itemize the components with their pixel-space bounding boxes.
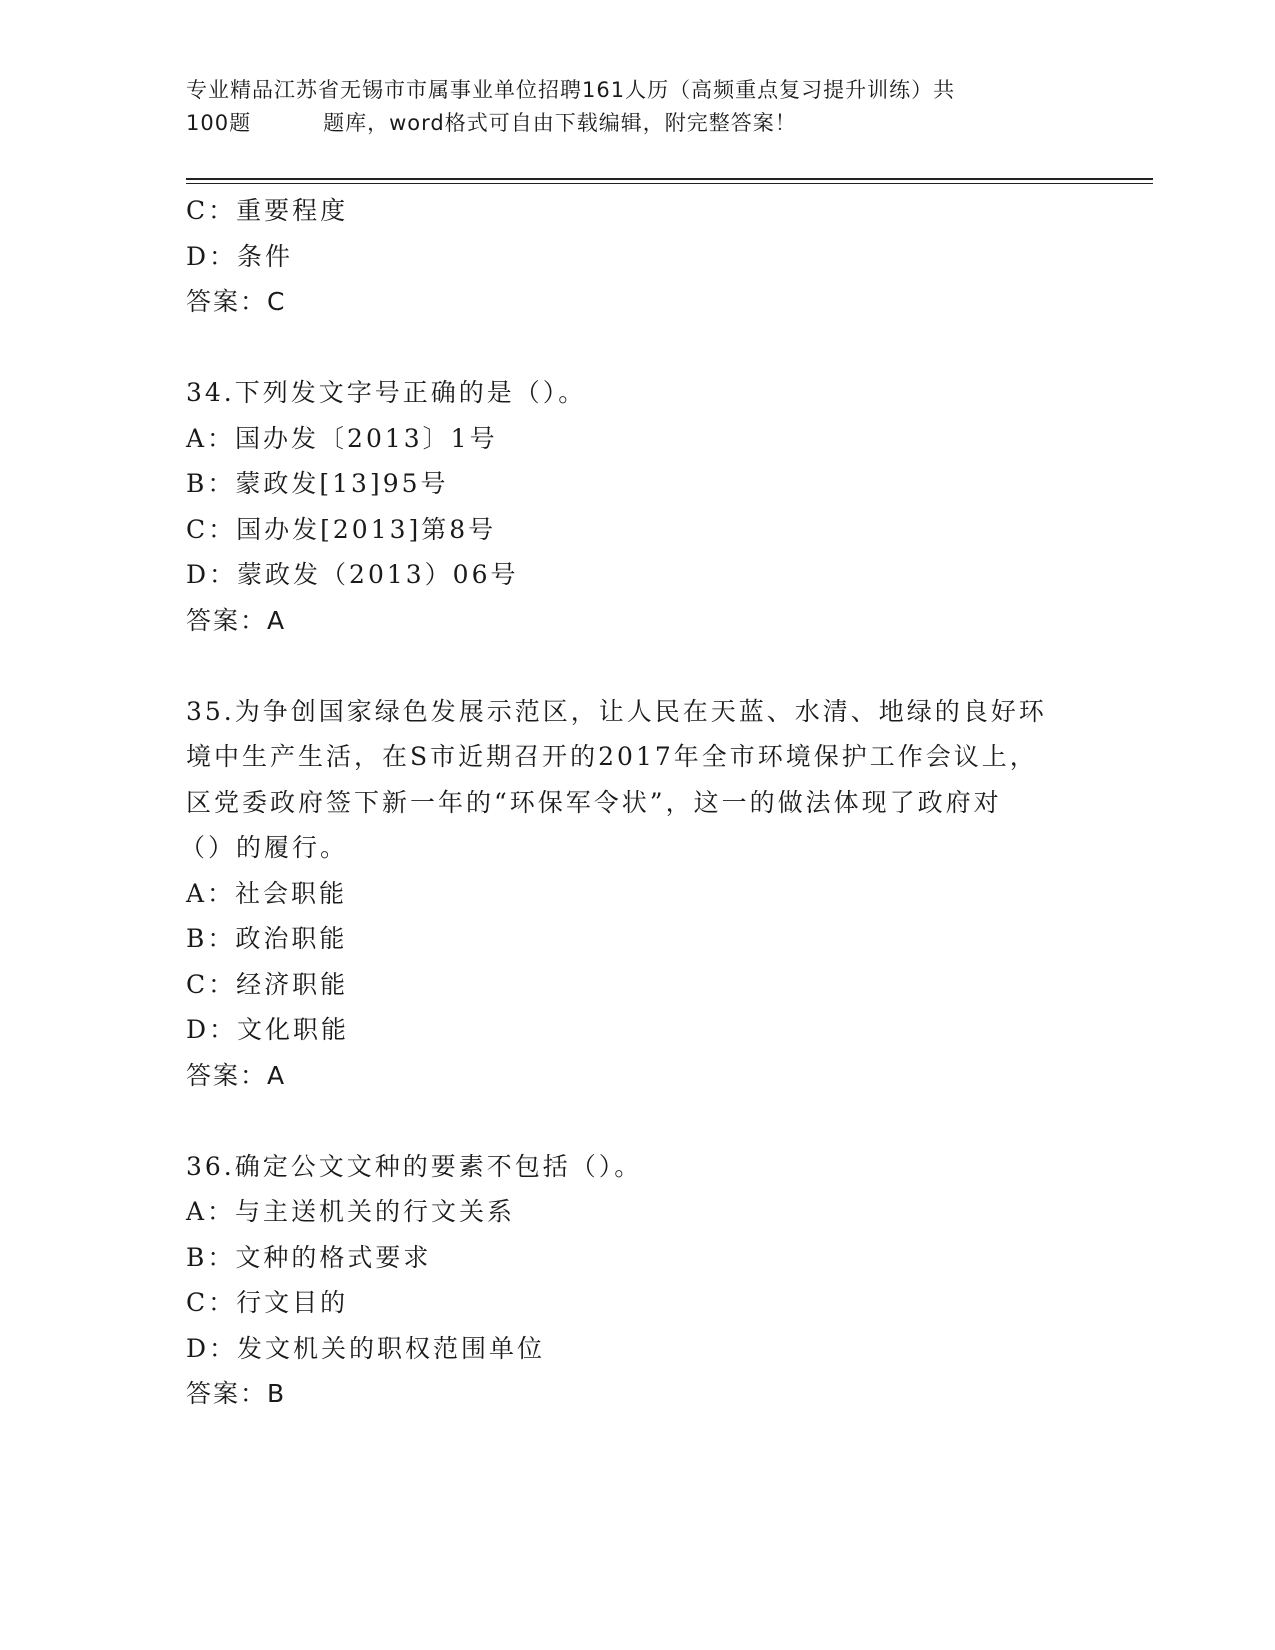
document-body: [180, 188, 1086, 1417]
option-d: D：发文机关的职权范围单位: [186, 1333, 546, 1363]
option-b: B：文种的格式要求: [186, 1242, 432, 1272]
question-stem-line-4: （）的履行。: [180, 833, 349, 862]
option-a: A：社会职能: [186, 878, 348, 908]
option-d: D：条件: [186, 241, 294, 271]
question-stem: 36.确定公文文种的要素不包括（）。: [186, 1151, 643, 1181]
answer-line: 答案：B: [186, 1379, 287, 1408]
option-d: D：文化职能: [186, 1015, 350, 1044]
option-c: C：经济职能: [186, 969, 349, 999]
previous-question-tail: [186, 188, 1086, 325]
answer-line: 答案：A: [186, 1060, 287, 1090]
answer-line: 答案：A: [186, 605, 287, 635]
option-c: C：重要程度: [186, 196, 349, 225]
option-c: C：行文目的: [186, 1288, 349, 1317]
answer-line: 答案：C: [186, 287, 287, 316]
question-stem-line-1: 35.为争创国家绿色发展示范区，让人民在天蓝、水清、地绿的良好环: [186, 696, 1047, 726]
question-36: [186, 1144, 1086, 1417]
header-title-line-1: 专业精品江苏省无锡市市属事业单位招聘161人历（高频重点复习提升训练）共: [186, 78, 956, 102]
question-34: [186, 370, 1086, 643]
question-spacer: [186, 325, 1086, 371]
header-title-line-2: [186, 107, 1086, 140]
question-stem-line-2: 境中生产生活，在S市近期召开的2017年全市环境保护工作会议上，: [186, 742, 1038, 771]
question-spacer: [186, 643, 1086, 689]
option-a: A：国办发〔2013〕1号: [186, 423, 498, 453]
option-d: D：蒙政发（2013）06号: [186, 560, 519, 589]
page-header: [186, 74, 1086, 140]
option-c: C：国办发[2013]第8号: [186, 514, 497, 544]
header-divider-thin: [186, 183, 1153, 184]
header-description: 题库，word格式可自由下载编辑，附完整答案！: [323, 111, 797, 135]
header-question-count: 100题: [186, 111, 252, 135]
option-b: B：政治职能: [186, 924, 348, 953]
question-stem: 34.下列发文字号正确的是（）。: [186, 378, 587, 407]
option-b: B：蒙政发[13]95号: [186, 469, 449, 498]
option-a: A：与主送机关的行文关系: [186, 1197, 516, 1226]
header-divider-thick: [186, 178, 1153, 180]
question-35: [180, 689, 1086, 1099]
question-spacer: [186, 1098, 1086, 1144]
question-stem-line-3: 区党委政府签下新一年的“环保军令状”，这一的做法体现了政府对: [186, 787, 1002, 817]
